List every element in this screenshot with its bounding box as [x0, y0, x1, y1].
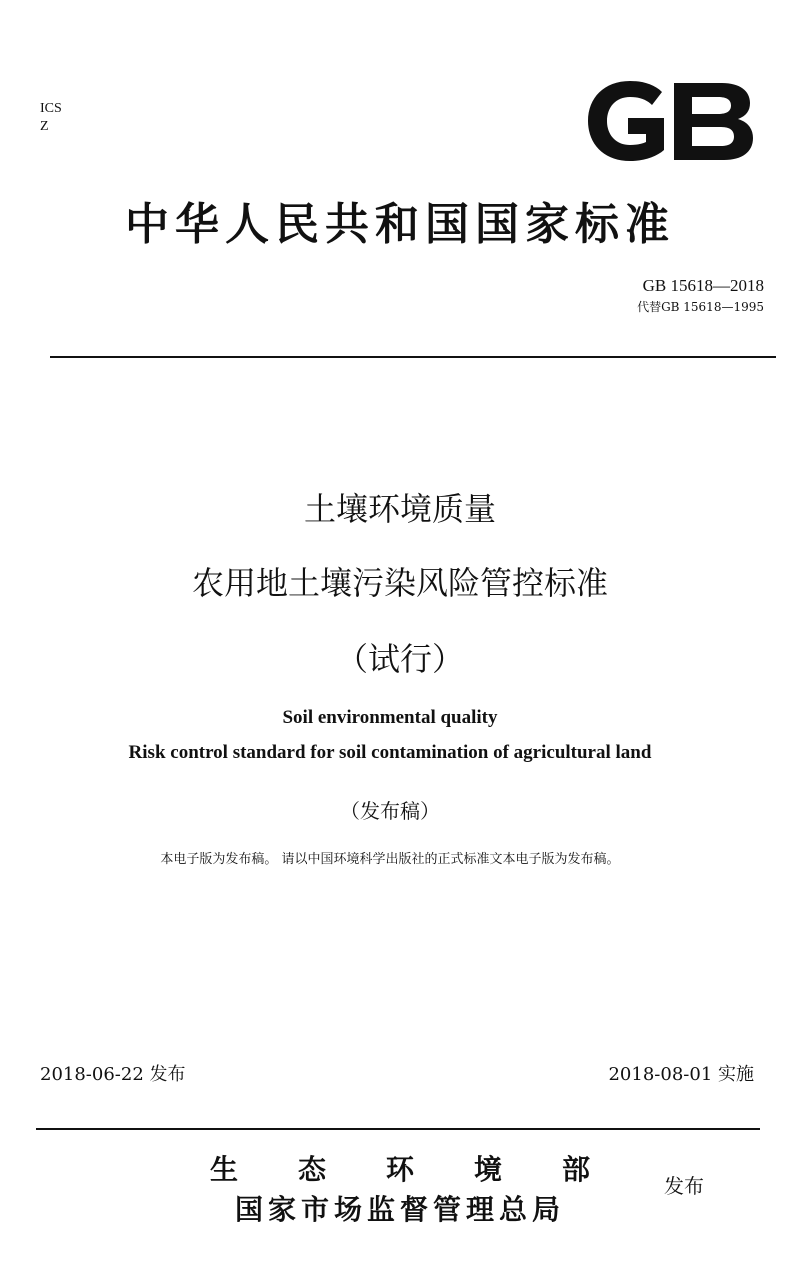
- en-title-line1: Soil environmental quality: [282, 707, 498, 728]
- replaced-standard: 代替GB 15618—1995: [637, 300, 764, 314]
- issuing-org-1: [210, 1148, 590, 1188]
- top-divider: [50, 356, 776, 358]
- gb-logo-icon: [584, 78, 756, 164]
- draft-label: （发布稿）: [340, 799, 440, 823]
- issuing-org-2: 国家市场监督管理总局: [234, 1193, 565, 1226]
- publish-label: 发布: [664, 1174, 704, 1198]
- cn-title-line2: 农用地土壤污染风险管控标准: [191, 564, 608, 602]
- bottom-divider: [36, 1128, 760, 1130]
- edition-notice: 本电子版为发布稿。 请以中国环境科学出版社的正式标准文本电子版为发布稿。: [160, 852, 620, 867]
- org1-char: 生: [210, 1153, 239, 1186]
- org1-char: 部: [561, 1153, 590, 1186]
- cn-title-line3: （试行）: [335, 640, 464, 678]
- org1-char: 环: [385, 1153, 414, 1186]
- ics-block: [40, 100, 62, 136]
- gb-logo: [584, 78, 756, 164]
- issue-date: 2018-06-22 发布: [40, 1064, 186, 1085]
- org1-char: 境: [473, 1153, 502, 1186]
- en-title-line2: Risk control standard for soil contamination of agricultural land: [128, 742, 652, 763]
- category-code: Z: [40, 119, 49, 134]
- standard-number: GB 15618—2018: [642, 276, 764, 295]
- ics-label: ICS: [40, 101, 62, 116]
- org1-char: 态: [297, 1153, 326, 1186]
- effective-date: 2018-08-01 实施: [608, 1064, 754, 1085]
- cn-title-line1: 土壤环境质量: [303, 490, 496, 528]
- national-standard-title: 中华人民共和国国家标准: [125, 199, 675, 250]
